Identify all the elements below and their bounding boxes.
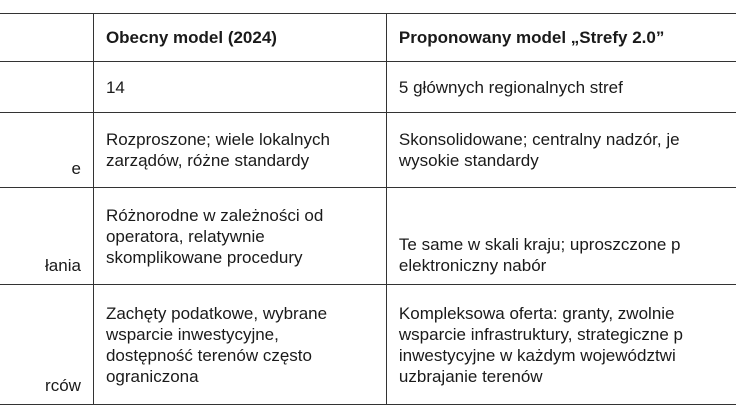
header-cell-proposed-model: Proponowany model „Strefy 2.0” bbox=[386, 14, 736, 62]
table-row bbox=[0, 113, 736, 188]
table-row bbox=[0, 62, 736, 113]
proposed-model-cell: Skonsolidowane; centralny nadzór, je wysokie standardy bbox=[386, 113, 736, 188]
current-model-cell: Rozproszone; wiele lokalnych zarządów, różne standardy bbox=[93, 113, 386, 188]
header-cell-current-model: Obecny model (2024) bbox=[93, 14, 386, 62]
row-label-cell: łania bbox=[0, 188, 93, 285]
current-model-cell: 14 bbox=[93, 62, 386, 113]
comparison-table bbox=[0, 13, 736, 405]
current-model-cell: Różnorodne w zależności od operatora, relatywnie skomplikowane procedury bbox=[93, 188, 386, 285]
proposed-model-cell: 5 głównych regionalnych stref bbox=[386, 62, 736, 113]
row-label-cell bbox=[0, 62, 93, 113]
header-row bbox=[0, 14, 736, 62]
header-cell-label bbox=[0, 14, 93, 62]
proposed-model-cell: Te same w skali kraju; uproszczone p elektroniczny nabór bbox=[386, 188, 736, 285]
row-label-cell: rców bbox=[0, 285, 93, 405]
proposed-model-cell: Kompleksowa oferta: granty, zwolnie wsparcie infrastruktury, strategiczne p inwestycyjne w każdym województwi uzbrajanie terenów bbox=[386, 285, 736, 405]
row-label-cell: e bbox=[0, 113, 93, 188]
table-row bbox=[0, 188, 736, 285]
current-model-cell: Zachęty podatkowe, wybrane wsparcie inwestycyjne, dostępność terenów często ograniczona bbox=[93, 285, 386, 405]
table-row bbox=[0, 285, 736, 405]
